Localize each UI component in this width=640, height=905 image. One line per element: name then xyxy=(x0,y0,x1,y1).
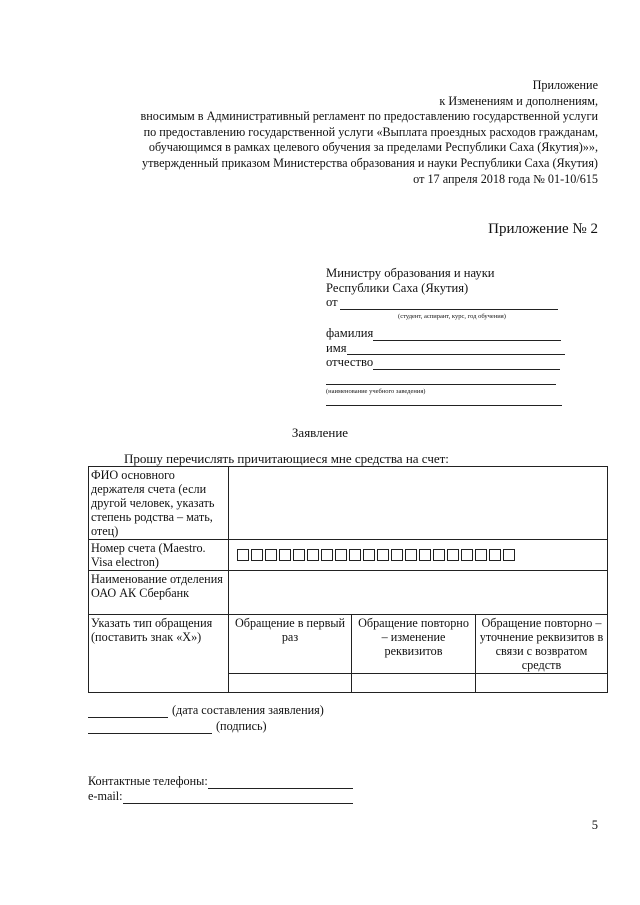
account-digit-box[interactable] xyxy=(265,549,277,561)
from-label: от xyxy=(326,295,338,309)
header-line: обучающимся в рамках целевого обучения за пределами Республики Саха (Якутия)»», xyxy=(148,140,598,155)
option-clarify-details-mark[interactable] xyxy=(476,674,608,693)
signature-label: (подпись) xyxy=(216,719,267,733)
account-digit-box[interactable] xyxy=(321,549,333,561)
account-digit-box[interactable] xyxy=(475,549,487,561)
patronymic-label: отчество xyxy=(326,355,374,369)
table-row xyxy=(89,571,608,615)
option-first-time: Обращение в первый раз xyxy=(229,615,352,674)
from-row xyxy=(326,295,586,310)
header-line: по предоставлению государственной услуги «Выплата проездных расходов гражданам, xyxy=(143,124,598,139)
account-digit-box[interactable] xyxy=(237,549,249,561)
option-clarify-details: Обращение повторно – уточнение реквизитов в связи с возвратом средств xyxy=(476,615,608,674)
header-line: утвержденный приказом Министерства образования и науки Республики Саха (Якутия) xyxy=(142,155,598,170)
account-digit-box[interactable] xyxy=(363,549,375,561)
surname-field[interactable] xyxy=(373,328,561,341)
name-field[interactable] xyxy=(347,342,565,355)
request-text: Прошу перечислять причитающиеся мне средства на счет: xyxy=(124,451,449,466)
email-row xyxy=(88,789,353,804)
appendix-header xyxy=(38,78,598,187)
account-digit-box[interactable] xyxy=(349,549,361,561)
phone-row xyxy=(88,774,353,789)
patronymic-row xyxy=(326,355,586,370)
account-digit-box[interactable] xyxy=(391,549,403,561)
account-digit-box[interactable] xyxy=(461,549,473,561)
option-first-time-mark[interactable] xyxy=(229,674,352,693)
signature-row xyxy=(88,719,267,734)
table-row xyxy=(89,467,608,540)
addressee-line: Министру образования и науки xyxy=(326,266,495,280)
account-digit-box[interactable] xyxy=(293,549,305,561)
bank-details-table xyxy=(88,466,608,693)
institution-hint: (наименование учебного заведения) xyxy=(326,387,426,395)
date-label: (дата составления заявления) xyxy=(172,703,324,717)
surname-row xyxy=(326,326,586,341)
branch-label: Наименование отделения ОАО АК Сбербанк xyxy=(89,571,229,615)
account-label: Номер счета (Maestro. Visa electron) xyxy=(89,540,229,571)
date-row xyxy=(88,703,324,718)
signature-field[interactable] xyxy=(88,721,212,734)
addressee-line: Республики Саха (Якутия) xyxy=(326,280,469,295)
page-number: 5 xyxy=(591,818,598,832)
header-line: Приложение xyxy=(532,78,598,92)
account-digit-box[interactable] xyxy=(307,549,319,561)
account-digit-box[interactable] xyxy=(279,549,291,561)
from-hint: (студент, аспирант, курс, год обучения) xyxy=(398,312,506,320)
branch-field[interactable] xyxy=(229,571,608,615)
phone-field[interactable] xyxy=(208,776,353,789)
table-row xyxy=(89,540,608,571)
email-field[interactable] xyxy=(123,791,353,804)
account-digit-box[interactable] xyxy=(405,549,417,561)
surname-label: фамилия xyxy=(326,326,374,340)
appendix-number: Приложение № 2 xyxy=(488,221,598,237)
name-row xyxy=(326,341,586,356)
holder-label: ФИО основного держателя счета (если другой человек, указать степень родства – мать, отец) xyxy=(89,467,229,540)
addressee-block xyxy=(326,266,586,406)
institution-field-2[interactable] xyxy=(326,399,562,406)
request-type-label: Указать тип обращения (поставить знак «Х») xyxy=(89,615,229,693)
option-change-details-mark[interactable] xyxy=(352,674,476,693)
from-field[interactable] xyxy=(340,297,558,310)
phone-label: Контактные телефоны: xyxy=(88,774,208,788)
account-digit-box[interactable] xyxy=(433,549,445,561)
date-field[interactable] xyxy=(88,705,168,718)
header-line: к Изменениям и дополнениям, xyxy=(439,93,598,108)
account-digit-box[interactable] xyxy=(489,549,501,561)
name-label: имя xyxy=(326,340,347,355)
account-number-boxes xyxy=(231,549,605,561)
account-field[interactable] xyxy=(229,540,608,571)
account-digit-box[interactable] xyxy=(335,549,347,561)
holder-field[interactable] xyxy=(229,467,608,540)
account-digit-box[interactable] xyxy=(251,549,263,561)
header-line: от 17 апреля 2018 года № 01-10/615 xyxy=(413,171,598,186)
header-line: вносимым в Административный регламент по предоставлению государственной услуги xyxy=(140,109,598,124)
account-digit-box[interactable] xyxy=(419,549,431,561)
patronymic-field[interactable] xyxy=(373,357,560,370)
account-digit-box[interactable] xyxy=(447,549,459,561)
account-digit-box[interactable] xyxy=(377,549,389,561)
institution-field[interactable] xyxy=(326,372,556,385)
option-change-details: Обращение повторно – изменение реквизитов xyxy=(352,615,476,674)
email-label: e-mail: xyxy=(88,789,123,803)
account-digit-box[interactable] xyxy=(503,549,515,561)
table-row xyxy=(89,615,608,674)
document-title: Заявление xyxy=(291,425,349,440)
